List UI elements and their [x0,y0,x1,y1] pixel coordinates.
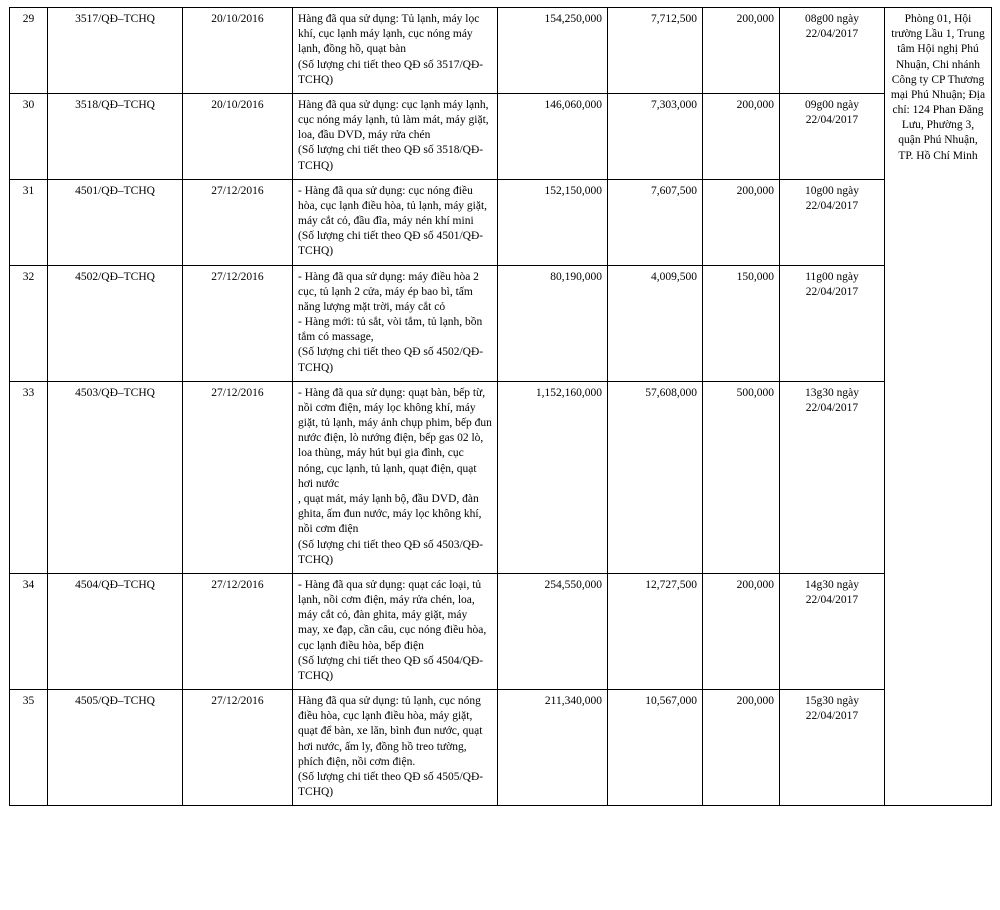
table-body [10,8,992,806]
row-time [780,265,885,381]
row-number: 30 [10,93,48,179]
row-deposit: 57,608,000 [608,381,703,573]
table-row [10,690,992,806]
description-line: (Số lượng chi tiết theo QĐ số 3518/QĐ-TCHQ) [298,144,484,172]
description-line: (Số lượng chi tiết theo QĐ số 4505/QĐ-TCHQ) [298,770,484,799]
row-deposit: 7,607,500 [608,179,703,265]
table-row [10,179,992,265]
row-date: 27/12/2016 [183,381,293,573]
row-time [780,381,885,573]
row-number: 29 [10,8,48,94]
description-line: (Số lượng chi tiết theo QĐ số 4501/QĐ-TCHQ) [298,230,484,258]
row-deposit: 4,009,500 [608,265,703,381]
table-row [10,265,992,381]
row-decree: 4504/QĐ–TCHQ [48,573,183,689]
row-fee: 200,000 [703,8,780,94]
row-time [780,690,885,806]
row-description [293,573,498,689]
description-line: (Số lượng chi tiết theo QĐ số 4504/QĐ-TCHQ) [298,654,484,682]
row-number: 34 [10,573,48,689]
row-description [293,381,498,573]
row-start-price: 1,152,160,000 [498,381,608,573]
description-line: - Hàng đã qua sử dụng: quạt bàn, bếp từ, nồi cơm điện, máy lọc không khí, máy giặt, tủ lạnh, máy ảnh chụp phim, bếp đun nước điện, lò nướng điện, bếp gas 02 lò, loa thùng, máy hút bụi gia đình, cục nóng, cục lạnh, tủ lạnh, quạt điện, quạt hơi nước [298,386,492,490]
row-date: 20/10/2016 [183,8,293,94]
time-line: 22/04/2017 [805,28,859,41]
row-time [780,573,885,689]
row-start-price: 254,550,000 [498,573,608,689]
time-line: 14g30 ngày [805,578,859,591]
time-line: 08g00 ngày [805,13,859,25]
description-line: Hàng đã qua sử dụng: Tủ lạnh, máy lọc khí, cục lạnh máy lạnh, cục nóng máy lạnh, đồng hồ, quạt bàn [298,13,480,56]
row-date: 27/12/2016 [183,690,293,806]
row-decree: 4502/QĐ–TCHQ [48,265,183,381]
description-line: - Hàng đã qua sử dụng: máy điều hòa 2 cục, tủ lạnh 2 cửa, máy ép bao bì, tấm năng lượng mặt trời, máy cắt cỏ [298,270,479,313]
row-decree: 4501/QĐ–TCHQ [48,179,183,265]
row-date: 27/12/2016 [183,265,293,381]
row-number: 35 [10,690,48,806]
row-description [293,93,498,179]
time-line: 13g30 ngày [805,386,859,399]
time-line: 22/04/2017 [805,594,859,607]
row-time [780,93,885,179]
row-venue: Phòng 01, Hội trường Lầu 1, Trung tâm Hội nghị Phú Nhuận, Chi nhánh Công ty CP Thương mại Phú Nhuận; Địa chỉ: 124 Phan Đăng Lưu, Phường 3, quận Phú Nhuận, TP. Hồ Chí Minh [885,8,992,806]
time-line: 09g00 ngày [805,98,859,111]
description-line: (Số lượng chi tiết theo QĐ số 3517/QĐ-TCHQ) [298,58,484,86]
table-row [10,573,992,689]
row-start-price: 154,250,000 [498,8,608,94]
description-line: - Hàng đã qua sử dụng: cục nóng điều hòa, cục lạnh điều hòa, tủ lạnh, máy giặt, máy cắt cỏ, đầu đĩa, máy nén khí mini [298,184,488,228]
table-row [10,381,992,573]
description-line: Hàng đã qua sử dụng: tủ lạnh, cục nóng điều hòa, cục lạnh điều hòa, máy giặt, quạt để bàn, xe lăn, bình đun nước, quạt hơi nước, ấm ly, đồng hồ treo tường, phích điện, nồi cơm điện. [298,695,483,768]
row-start-price: 152,150,000 [498,179,608,265]
row-deposit: 10,567,000 [608,690,703,806]
row-description [293,179,498,265]
row-fee: 150,000 [703,265,780,381]
row-time [780,8,885,94]
description-line: (Số lượng chi tiết theo QĐ số 4503/QĐ-TCHQ) [298,538,484,566]
row-date: 27/12/2016 [183,179,293,265]
row-fee: 500,000 [703,381,780,573]
row-start-price: 146,060,000 [498,93,608,179]
description-line: Hàng đã qua sử dụng: cục lạnh máy lạnh, cục nóng máy lạnh, tủ làm mát, máy giặt, loa, đầu DVD, máy rửa chén [298,98,489,142]
description-line: - Hàng đã qua sử dụng: quạt các loại, tủ lạnh, nồi cơm điện, máy rửa chén, loa, máy cắt cỏ, đàn ghita, máy giặt, máy may, xe đạp, cần câu, cục nóng điều hòa, cục lạnh điều hòa, bếp điện [298,578,487,652]
row-deposit: 7,303,000 [608,93,703,179]
auction-lot-table [9,7,992,806]
description-line: - Hàng mới: tủ sắt, vòi tắm, tủ lạnh, bồn tắm có massage, [298,316,483,344]
row-decree: 4505/QĐ–TCHQ [48,690,183,806]
row-deposit: 7,712,500 [608,8,703,94]
row-fee: 200,000 [703,573,780,689]
row-start-price: 211,340,000 [498,690,608,806]
description-line: (Số lượng chi tiết theo QĐ số 4502/QĐ-TCHQ) [298,346,484,374]
description-line: , quạt mát, máy lạnh bộ, đầu DVD, đàn ghita, ấm đun nước, máy lọc không khí, nồi cơm điện [298,492,482,536]
time-line: 22/04/2017 [805,401,859,414]
time-line: 22/04/2017 [805,710,859,723]
row-time [780,179,885,265]
row-decree: 4503/QĐ–TCHQ [48,381,183,573]
table-row [10,8,992,94]
row-number: 33 [10,381,48,573]
row-date: 20/10/2016 [183,93,293,179]
time-line: 11g00 ngày [805,270,859,283]
row-decree: 3518/QĐ–TCHQ [48,93,183,179]
row-date: 27/12/2016 [183,573,293,689]
row-description [293,8,498,94]
table-row [10,93,992,179]
row-start-price: 80,190,000 [498,265,608,381]
row-fee: 200,000 [703,179,780,265]
row-description [293,690,498,806]
time-line: 22/04/2017 [805,285,859,298]
time-line: 22/04/2017 [805,114,859,127]
row-number: 32 [10,265,48,381]
time-line: 15g30 ngày [805,695,859,708]
row-number: 31 [10,179,48,265]
row-fee: 200,000 [703,690,780,806]
row-deposit: 12,727,500 [608,573,703,689]
row-decree: 3517/QĐ–TCHQ [48,8,183,94]
time-line: 22/04/2017 [805,199,859,212]
time-line: 10g00 ngày [805,184,859,197]
row-fee: 200,000 [703,93,780,179]
row-description [293,265,498,381]
